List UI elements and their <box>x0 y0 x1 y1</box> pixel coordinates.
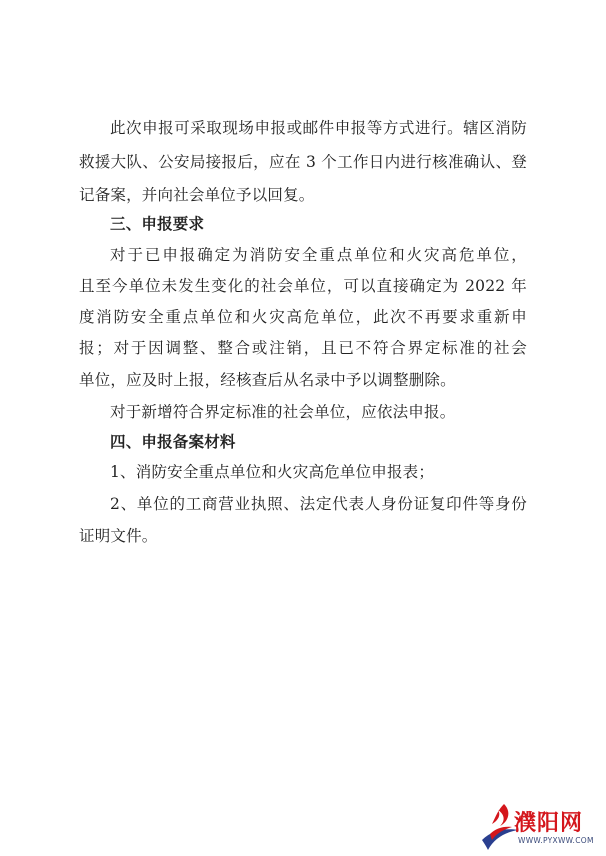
watermark-site-name: 濮阳网 <box>514 811 584 836</box>
list-item: 1、消防安全重点单位和火灾高危单位申报表； <box>110 463 435 481</box>
paragraph-line: 对于已申报确定为消防安全重点单位和火灾高危单位， <box>110 246 527 264</box>
list-item-continuation: 证明文件。 <box>79 527 158 545</box>
paragraph-line: 记备案，并向社会单位予以回复。 <box>79 186 315 204</box>
watermark-url: WWW.PYXWW.COM <box>518 836 594 845</box>
paragraph-line: 对于新增符合界定标准的社会单位，应依法申报。 <box>110 403 456 421</box>
watermark-logo <box>478 800 603 854</box>
paragraph-line: 此次申报可采取现场申报或邮件申报等方式进行。辖区消防 <box>110 119 527 137</box>
paragraph-line: 度消防安全重点单位和火灾高危单位，此次不再要求重新申 <box>79 308 527 326</box>
paragraph-line: 单位，应及时上报，经核查后从名录中予以调整删除。 <box>79 371 456 389</box>
list-item: 2、单位的工商营业执照、法定代表人身份证复印件等身份 <box>110 495 527 513</box>
paragraph-line: 救援大队、公安局接报后，应在 3 个工作日内进行核准确认、登 <box>79 153 527 171</box>
paragraph-line: 报；对于因调整、整合或注销，且已不符合界定标准的社会 <box>79 339 527 357</box>
section-heading-materials: 四、申报备案材料 <box>110 433 236 451</box>
section-heading-requirements: 三、申报要求 <box>110 215 205 233</box>
paragraph-line: 且至今单位未发生变化的社会单位，可以直接确定为 2022 年 <box>79 277 527 295</box>
